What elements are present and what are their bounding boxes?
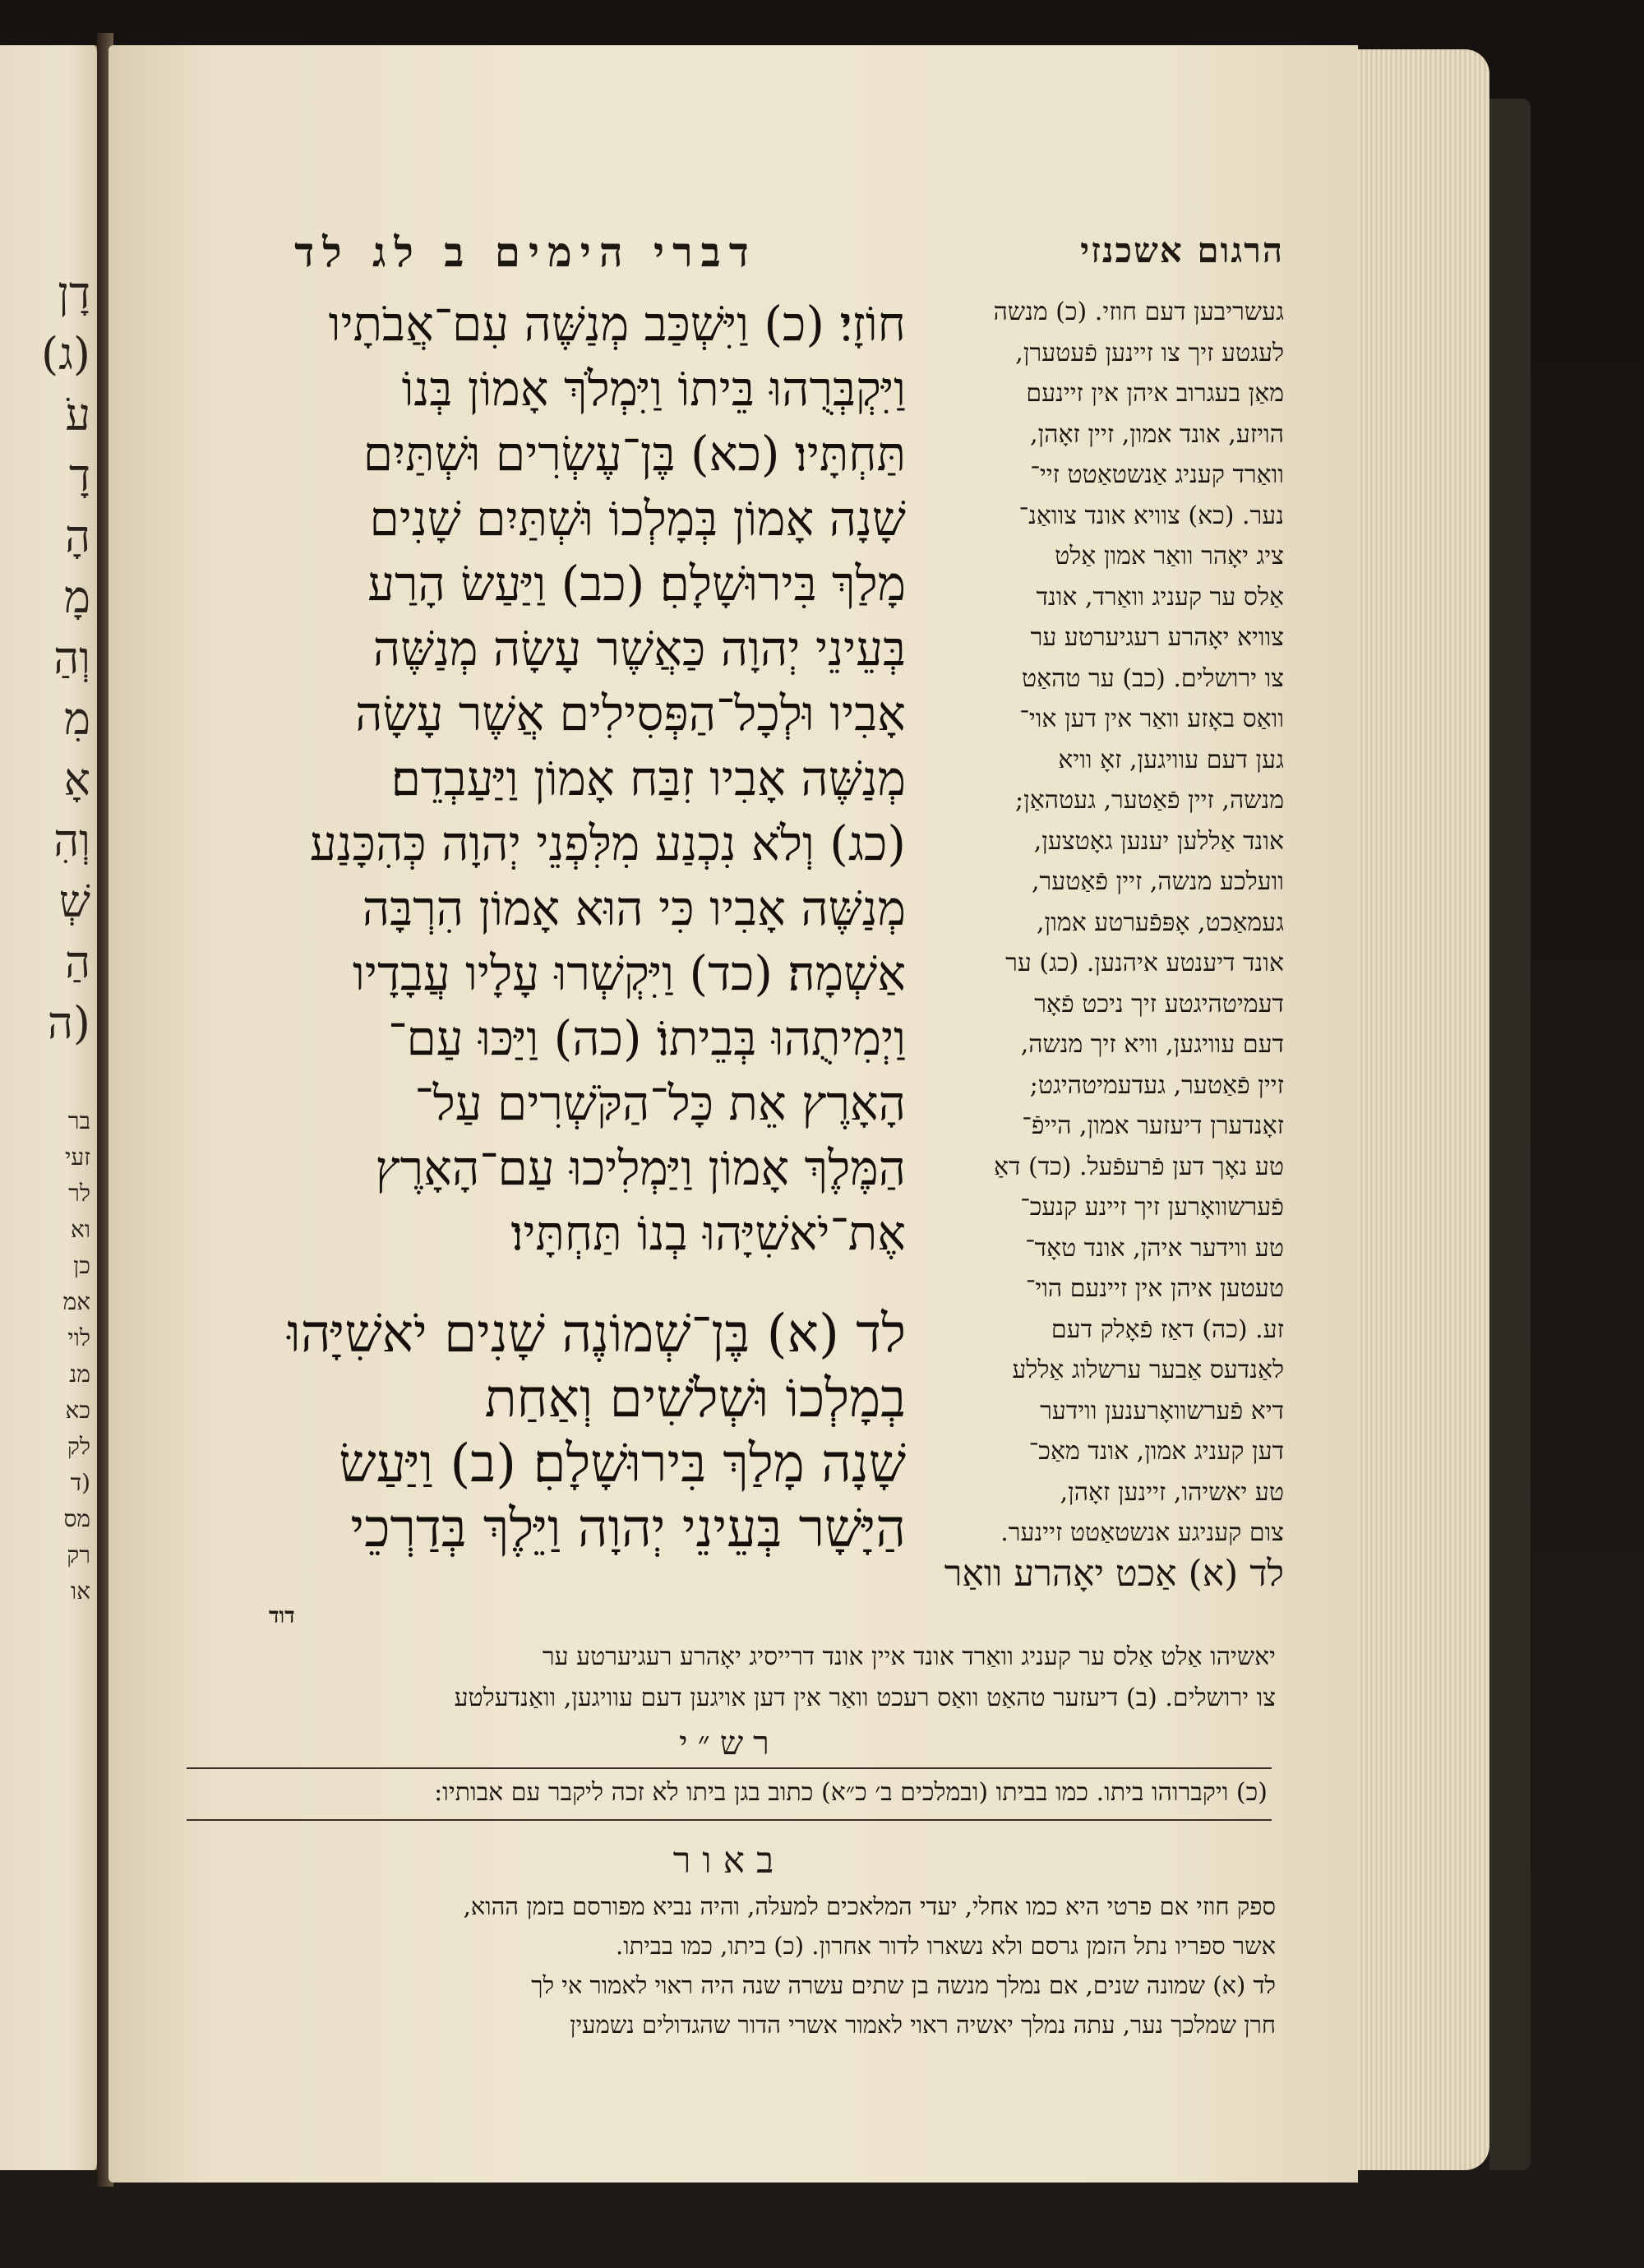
left-page-line: כן	[73, 1252, 90, 1279]
translation-line: צוויא יאָהרע רעגיערטע ער	[1030, 623, 1284, 652]
translation-line: צום קעניגע אנשטאַטט זיינער.	[1000, 1518, 1284, 1547]
left-page-line: כא	[65, 1397, 90, 1424]
translation-line: זע. (כה) דאַז פֿאָלק דעם	[1051, 1314, 1284, 1344]
main-text-line: מְנַשֶּׁה אָבִיו כִּי הוּא אָמוֹן הִרְבָּה	[362, 880, 906, 936]
catchword: דוד	[269, 1604, 295, 1628]
page-block-edge	[1358, 49, 1489, 2170]
left-page-line: עֹ	[65, 389, 90, 441]
main-text-line: וַיִּקְבְּרֻהוּ בֵּיתוֹ וַיִּמְלֹךְ אָמוֹן בְּנוֹ	[401, 361, 906, 417]
main-text-line: מְנַשֶּׁה אָבִיו זִבַּח אָמוֹן וַיַּעַבְדֵם׃	[390, 751, 906, 806]
left-page-line: מָ	[63, 571, 90, 623]
main-text-line: בְּעֵינֵי יְהוָה כַּאֲשֶׁר עָשָׂה מְנַשֶּׁה	[372, 621, 906, 677]
biur-line: ספק חוזי אם פרטי היא כמו אחלי, יעדי המלאכים למעלה, והיה נביא מפורסם בזמן ההוא,	[463, 1892, 1276, 1920]
translation-continuation	[182, 1637, 1276, 1719]
left-page-line: לק	[67, 1433, 90, 1460]
left-page-line: דָן	[58, 267, 90, 319]
left-page-line: אָ	[63, 754, 90, 806]
translation-line: וואַס באָזע וואַר אין דען אוי־	[1019, 704, 1284, 733]
main-text-line: חוֹזָי׃ (כ) וַיִּשְׁכַּב מְנַשֶּׁה עִם־אֲבֹתָיו	[328, 296, 906, 352]
translation-line: לאַנדעס אַבער ערשלוג אַללע	[1012, 1356, 1284, 1384]
translation-line: אונד דיענטע איהנען. (כג) ער	[1005, 949, 1284, 977]
left-page-line: וְהִ	[53, 815, 90, 866]
translation-line: טע יאשיהו, זיינען זאָהן,	[1060, 1477, 1284, 1507]
translation-line: יאשיהו אַלט אַלס ער קעניג וואַרד אונד איין אונד דרייסיג יאָהרע רעגיערטע ער	[542, 1642, 1276, 1671]
book-cover	[1489, 99, 1531, 2170]
biur-commentary	[182, 1887, 1276, 2044]
biur-line: לד (א) שמונה שנים, אם נמלך מנשה בן שתים עשרה שנה היה ראוי לאמור אי לך	[531, 1971, 1276, 1999]
left-page-line: שְׁ	[58, 875, 90, 927]
main-text-line: מָלַךְ בִּירוּשָׁלָםִ׃ (כב) וַיַּעַשׂ הָרַע	[367, 556, 906, 612]
left-page-text	[8, 263, 90, 1610]
main-text-line: (כג) וְלֹא נִכְנַע מִלִּפְנֵי יְהוָה כְּהִכָּנַע	[309, 815, 906, 871]
translation-line: לעגטע זיך צו זיינען פֿעטערן,	[1015, 338, 1284, 367]
main-text-line: אָבִיו וּלְכָל־הַפְּסִילִים אֲשֶׁר עָשָׂה	[355, 686, 906, 741]
main-text-line: הַמֶּלֶךְ אָמוֹן וַיַּמְלִיכוּ עַם־הָאָרֶץ	[375, 1140, 906, 1196]
rashi-heading: רש״י	[679, 1725, 779, 1762]
translation-line: טע נאָך דען פֿרעפֿעל. (כד) דאַ	[994, 1152, 1284, 1181]
left-page-line: הָ	[64, 510, 90, 562]
main-text-line: בְמָלְכוֹ וּשְׁלֹשִׁים וְאַחַת	[484, 1369, 906, 1430]
left-page-line: זעי	[65, 1143, 90, 1171]
left-page-line: וא	[71, 1216, 90, 1243]
translation-line: וועלכע מנשה, זיין פֿאַטער,	[1031, 867, 1284, 896]
main-text-line: תַּחְתָּיו׃ (כא) בֶּן־עֶשְׂרִים וּשְׁתַּיִם	[363, 426, 906, 482]
left-page-line: לר	[68, 1180, 90, 1207]
running-head: דברי הימים ב לג לד	[294, 228, 757, 276]
translation-line: אַלס ער קעניג וואַרד, אונד	[1036, 582, 1284, 612]
book-page	[109, 45, 1358, 2183]
translation-line: דען קעניג אמון, אונד מאַכ־	[1028, 1437, 1284, 1466]
left-page-line: הַ	[64, 936, 90, 988]
translation-line: אונד אַללען יענען גאָטצען,	[1033, 826, 1284, 856]
divider-rule	[187, 1819, 1272, 1821]
main-text-line: אֶת־יֹאשִׁיָּהוּ בְנוֹ תַּחְתָּיו׃	[510, 1205, 906, 1261]
biur-line: אשר ספריו נתל הזמן גרסם ולא נשארו לדור אחרון. (כ) ביתו, כמו בביתו.	[615, 1932, 1276, 1960]
hebrew-main-text	[150, 292, 906, 1562]
translation-line: נער. (כא) צוויא אונד צוואַנ־	[1018, 501, 1284, 530]
translation-line: געשריבען דעם חוזי. (כ) מנשה	[993, 298, 1284, 326]
rashi-commentary: (כ) ויקברוהו ביתו. כמו בביתו (ובמלכים ב׳ כ״א) כתוב בגן ביתו לא זכה ליקבר עם אבותיו:	[434, 1778, 1268, 1807]
translation-line: לד (א) אַכט יאָהרע וואַר	[944, 1553, 1284, 1594]
translation-line: זאָנדערן דיעזער אמון, הייפֿ־	[1022, 1111, 1284, 1140]
left-page-line: רק	[67, 1541, 90, 1568]
left-page-line: בר	[67, 1107, 90, 1134]
left-page-line: (ה	[47, 997, 90, 1049]
main-text-line: וַיְמִיתֻהוּ בְּבֵיתוֹ׃ (כה) וַיַּכּוּ עַם־	[388, 1010, 906, 1066]
translation-line: ציג יאָהר וואַר אמון אַלט	[1055, 542, 1284, 570]
left-page-line: (ג)	[41, 328, 90, 380]
main-text-line: שָׁנָה מָלַךְ בִּירוּשָׁלָםִ׃ (ב) וַיַּעַשׂ	[339, 1434, 906, 1494]
translation-line: צו ירושלים. (כב) ער טהאַט	[1022, 663, 1284, 693]
translation-line: פֿערשוואָרען זיך זיינע קנעכ־	[1020, 1193, 1284, 1222]
biur-heading: באור	[672, 1840, 786, 1882]
main-text-line: אַשְׁמָה׃ (כד) וַיִּקְשְׁרוּ עָלָיו עֲבָדָיו	[352, 945, 906, 1001]
translation-line: גען דעם עוויגען, זאָ וויא	[1058, 745, 1284, 774]
translation-line: זיין פֿאַטער, געדעמיטהיגט;	[1029, 1070, 1284, 1100]
yiddish-translation-column	[931, 292, 1284, 1594]
translation-line: וואַרד קעניג אַנשטאַטט זיי־	[1030, 460, 1284, 489]
translation-line: צו ירושלים. (ב) דיעזער טהאַט וואַס רעכט וואַר אין דען אויגען דעם עוויגען, וואַנדעלטע	[454, 1684, 1276, 1712]
left-page-line: וְהַ	[53, 632, 90, 684]
left-page-line: (ד	[70, 1469, 90, 1496]
main-text-line: לד (א) בֶּן־שְׁמוֹנֶה שָׁנִים יֹאשִׁיָּהוּ	[287, 1304, 906, 1365]
translation-line: דעם עוויגען, וויא זיך מנשה,	[1020, 1030, 1284, 1059]
translation-line: מנשה, זיין פֿאַטער, געטהאַן;	[1014, 786, 1284, 815]
left-page-line: מס	[63, 1505, 90, 1532]
main-text-line: הַיָּשָׁר בְּעֵינֵי יְהוָה וַיֵּלֶךְ בְּדַרְכֵי	[350, 1499, 906, 1559]
translation-line: דעמיטהיגטע זיך ניכט פֿאָר	[1034, 989, 1284, 1019]
left-page-edge	[0, 45, 102, 2170]
left-page-line: מנ	[69, 1360, 90, 1388]
translation-line: געמאַכט, אָפּפֿערטע אמון,	[1037, 908, 1284, 937]
left-page-line: מִ	[63, 693, 90, 745]
main-text-line: הָאָרֶץ אֵת כָּל־הַקֹּשְׁרִים עַל־	[414, 1075, 906, 1131]
left-page-line: לוי	[67, 1324, 90, 1351]
translation-column-header: הרגום אשכנזי	[1080, 230, 1284, 270]
translation-line: טע ווידער איהן, אונד טאָד־	[1025, 1233, 1284, 1263]
left-page-line: דָ	[69, 450, 90, 501]
biur-line: חרן שמלכך נער, עתה נמלך יאשיה ראוי לאמור אשרי הדור שהגדולים נשמעין	[570, 2011, 1276, 2039]
translation-line: הויזע, אונד אמון, זיין זאָהן,	[1030, 419, 1284, 449]
translation-line: מאַן בעגרוב איהן אין זיינעם	[1026, 379, 1284, 408]
main-text-line: שָׁנָה אָמוֹן בְּמָלְכוֹ וּשְׁתַּיִם שָׁנִים	[369, 491, 906, 547]
translation-line: דיא פֿערשוואָרענען ווידער	[1040, 1396, 1284, 1425]
left-page-line: אמ	[62, 1288, 90, 1315]
translation-line: טעטען איהן אין זיינעם הוי־	[1025, 1274, 1284, 1303]
divider-rule	[187, 1767, 1272, 1769]
left-page-line: או	[71, 1577, 90, 1605]
